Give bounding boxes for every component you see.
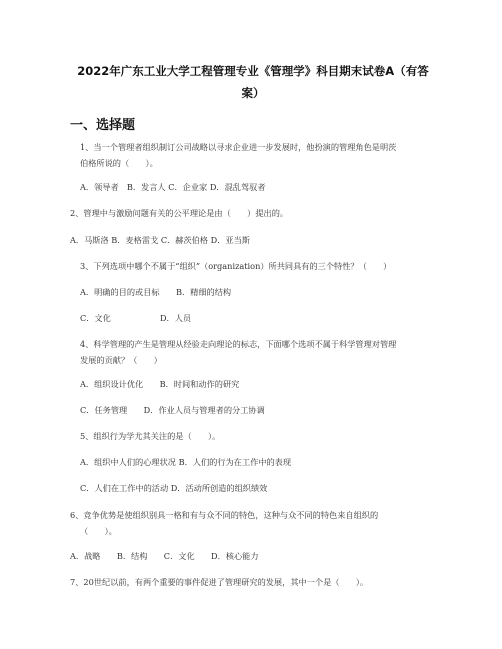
question-3-options-cd: C．文化 D．人员 (80, 313, 192, 323)
section-heading: 一、选择题 (70, 118, 136, 133)
question-6-options: A．战略 B．结构 C．文化 D．核心能力 (70, 551, 259, 561)
question-1-line-1: 1、当一个管理者组织制订公司战略以寻求企业进一步发展时，他扮演的管理角色是明茨 (80, 142, 397, 152)
document-title (68, 60, 438, 104)
question-1-options: A．领导者 B．发言人 C．企业家 D．混乱驾驭者 (80, 182, 266, 192)
question-4-options-cd: C．任务管理 D．作业人员与管理者的分工协调 (80, 405, 265, 415)
question-1-line-2: 伯格所说的（ ）。 (80, 158, 158, 168)
question-3-text: 3、下列选项中哪个不属于“组织”（organization）所共同具有的三个特性？（ ） (80, 261, 392, 271)
question-3-options-ab: A．明确的目的或目标 B．精细的结构 (80, 287, 232, 297)
question-5-text: 5、组织行为学尤其关注的是（ ）。 (80, 431, 221, 441)
question-4-line-1: 4、科学管理的产生是管理从经验走向理论的标志，下面哪个选项不属于科学管理对管理 (80, 339, 397, 349)
question-4-line-2: 发展的贡献？（ ） (80, 355, 162, 365)
question-6-line-1: 6、竞争优势是使组织别具一格和有与众不同的特色，这种与众不同的特色来自组织的 (70, 510, 379, 520)
question-2-options: A．马斯洛 B．麦格雷戈 C．赫茨伯格 D．亚当斯 (70, 235, 250, 245)
question-7-text: 7、20世纪以前，有两个重要的事件促进了管理研究的发展，其中一个是（ ）。 (70, 577, 369, 587)
question-4-options-ab: A．组织设计优化 B．时间和动作的研究 (80, 379, 240, 389)
question-5-options-cd: C．人们在工作中的活动 D．活动所创造的组织绩效 (80, 483, 268, 493)
title-line-1: 2022年广东工业大学工程管理专业《管理学》科目期末试卷A（有答 (77, 64, 429, 78)
question-2-text: 2、管理中与激励问题有关的公平理论是由（ ）提出的。 (70, 208, 289, 218)
question-5-options-ab: A．组织中人们的心理状况 B．人们的行为在工作中的表现 (80, 457, 292, 467)
title-line-2: 案） (241, 86, 265, 100)
question-6-line-2: （ ）。 (80, 526, 117, 536)
